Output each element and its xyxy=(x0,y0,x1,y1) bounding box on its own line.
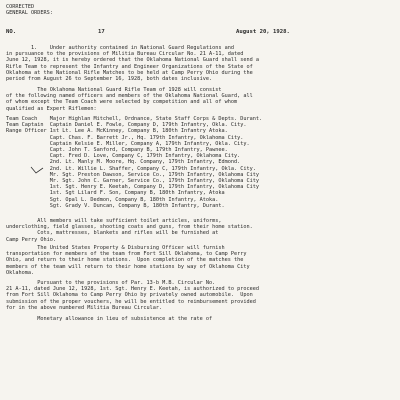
text-line: The United States Property & Disbursing Officer will furnish xyxy=(6,245,225,251)
text-line: Range Officer 1st Lt. Lee A. McKinney, Company B, 180th Infantry Atoka. xyxy=(6,128,228,135)
text-line: 21 A-11, dated June 12, 1928, 1st. Sgt. Henry E. Keetah, is authorized to proceed xyxy=(6,286,259,293)
team-roster xyxy=(6,116,262,209)
header-corrected: CORRECTED xyxy=(6,4,35,10)
paragraph-transportation xyxy=(6,245,250,276)
text-line: Oklahoma at the National Rifle Matches to be held at Camp Perry Ohio during the xyxy=(6,69,253,76)
text-line: The Oklahoma National Guard Rifle Team of 1928 will consist xyxy=(6,87,222,93)
text-line: All members will take sufficient toilet articles, uniforms, xyxy=(6,218,222,224)
paragraph-automobile xyxy=(6,280,259,311)
text-line: Sgt. Grady V. Duncan, Company B, 180th Infantry, Durant. xyxy=(6,202,225,209)
text-line: Sgt. Opal L. Dedmon, Company B, 180th Infantry, Atoka. xyxy=(6,196,219,203)
text-line: period from August 26 to September 16, 1928, both dates inclusive. xyxy=(6,76,213,83)
handwritten-checkmark xyxy=(30,166,44,174)
paragraph-1b xyxy=(6,87,253,112)
text-line: Team Coach Major Highlan Mitchell, Ordnance, State Staff Corps & Depts. Durant. xyxy=(6,116,263,122)
header-general-orders: GENERAL ORDERS: xyxy=(6,10,53,17)
text-line: Capt. Chas. F. Barrett Jr., Hq. 179th Infantry, Oklahoma City. xyxy=(6,134,244,141)
text-line: Monetary allowance in lieu of subsistence at the rate of xyxy=(6,316,213,322)
text-line: underclothing, field glasses, shooting coats and guns, from their home station. xyxy=(6,224,253,231)
text-line: June 12, 1928, it is hereby ordered that the Oklahoma National Guard shall send a xyxy=(6,57,259,64)
text-line: in pursuance to the provisions of Militia Bureau Circular No. 21 A-11, dated xyxy=(6,51,244,58)
order-no-label: NO. xyxy=(6,29,17,35)
text-line: Cots, mattresses, blankets and rifles will be furnished at xyxy=(6,230,219,237)
text-line: Captain Kelsie E. Miller, Company A, 179th Infantry, Okla. City. xyxy=(6,140,250,147)
text-line: 2nd. Lt. Manly M. Moore, Hq. Company, 179th Infantry, Edmond. xyxy=(6,159,241,166)
text-line: from Fort Sill Oklahoma to Camp Perry Ohio by privately owned automobile. Upon xyxy=(6,292,253,299)
text-line: Oklahoma. xyxy=(6,269,35,276)
order-number: 17 xyxy=(98,29,105,35)
text-line: Mr. Sgt. Preston Dawson, Service Co., 179th Infantry, Oklahoma City xyxy=(6,171,259,178)
text-line: Ohio, and return to their home stations. Upon completion of the matches the xyxy=(6,257,244,264)
text-line: Capt. John T. Sanford, Company B, 179th Infantry, Pawnee. xyxy=(6,147,228,154)
text-line: 2nd. Lt. Willie L. Shaffer, Company C, 179th Infantry, Okla. City. xyxy=(6,165,256,172)
text-line: members of the team will return to their home stations by way of Oklahoma City xyxy=(6,263,250,270)
paragraph-1 xyxy=(6,45,259,82)
paragraph-equipment xyxy=(6,218,253,243)
text-line: transportation for members of the team from Fort Sill Oklahoma, to Camp Perry xyxy=(6,251,247,258)
text-line: Camp Perry Ohio. xyxy=(6,236,56,243)
text-line: Rifle Team to represent the Infantry and Engineer Organizations of the State of xyxy=(6,63,253,70)
text-line: Mr. Sgt. John C. Garner, Service Co., 179th Infantry, Oklahoma City xyxy=(6,178,259,185)
text-line: qualified as Expert Riflemen: xyxy=(6,105,97,112)
text-line: 1st. Sgt Lilard F. Son, Company B, 180th Infantry, Atoka xyxy=(6,190,225,197)
text-line: 1st. Sgt. Henry E. Keetah, Company D, 179th Infantry, Oklahoma City xyxy=(6,184,259,191)
header-block xyxy=(6,4,53,16)
paragraph-allowance xyxy=(6,316,212,322)
text-line: 1. Under authority contained in National Guard Regulations and xyxy=(6,45,234,51)
text-line: Capt. Fred D. Love, Company C, 179th Infantry, Oklahoma City. xyxy=(6,153,241,160)
text-line: Pursuant to the provisions of Par. 13-b M.B. Circular No. xyxy=(6,280,216,286)
text-line: submission of the proper vouchers, he will be entitled to reimbursement provided xyxy=(6,298,256,305)
text-line: of the following named officers and members of the Oklahoma National Guard, all xyxy=(6,93,253,100)
text-line: of whom except the Team Coach were selected by competition and all of whom xyxy=(6,99,238,106)
text-line: Team Captain Captain Daniel E. Fowle, Company D, 179th Infantry, Okla. City. xyxy=(6,122,247,129)
order-date: August 20, 1928. xyxy=(236,29,290,35)
text-line: for in the above numbered Militia Bureau Circular. xyxy=(6,304,163,311)
